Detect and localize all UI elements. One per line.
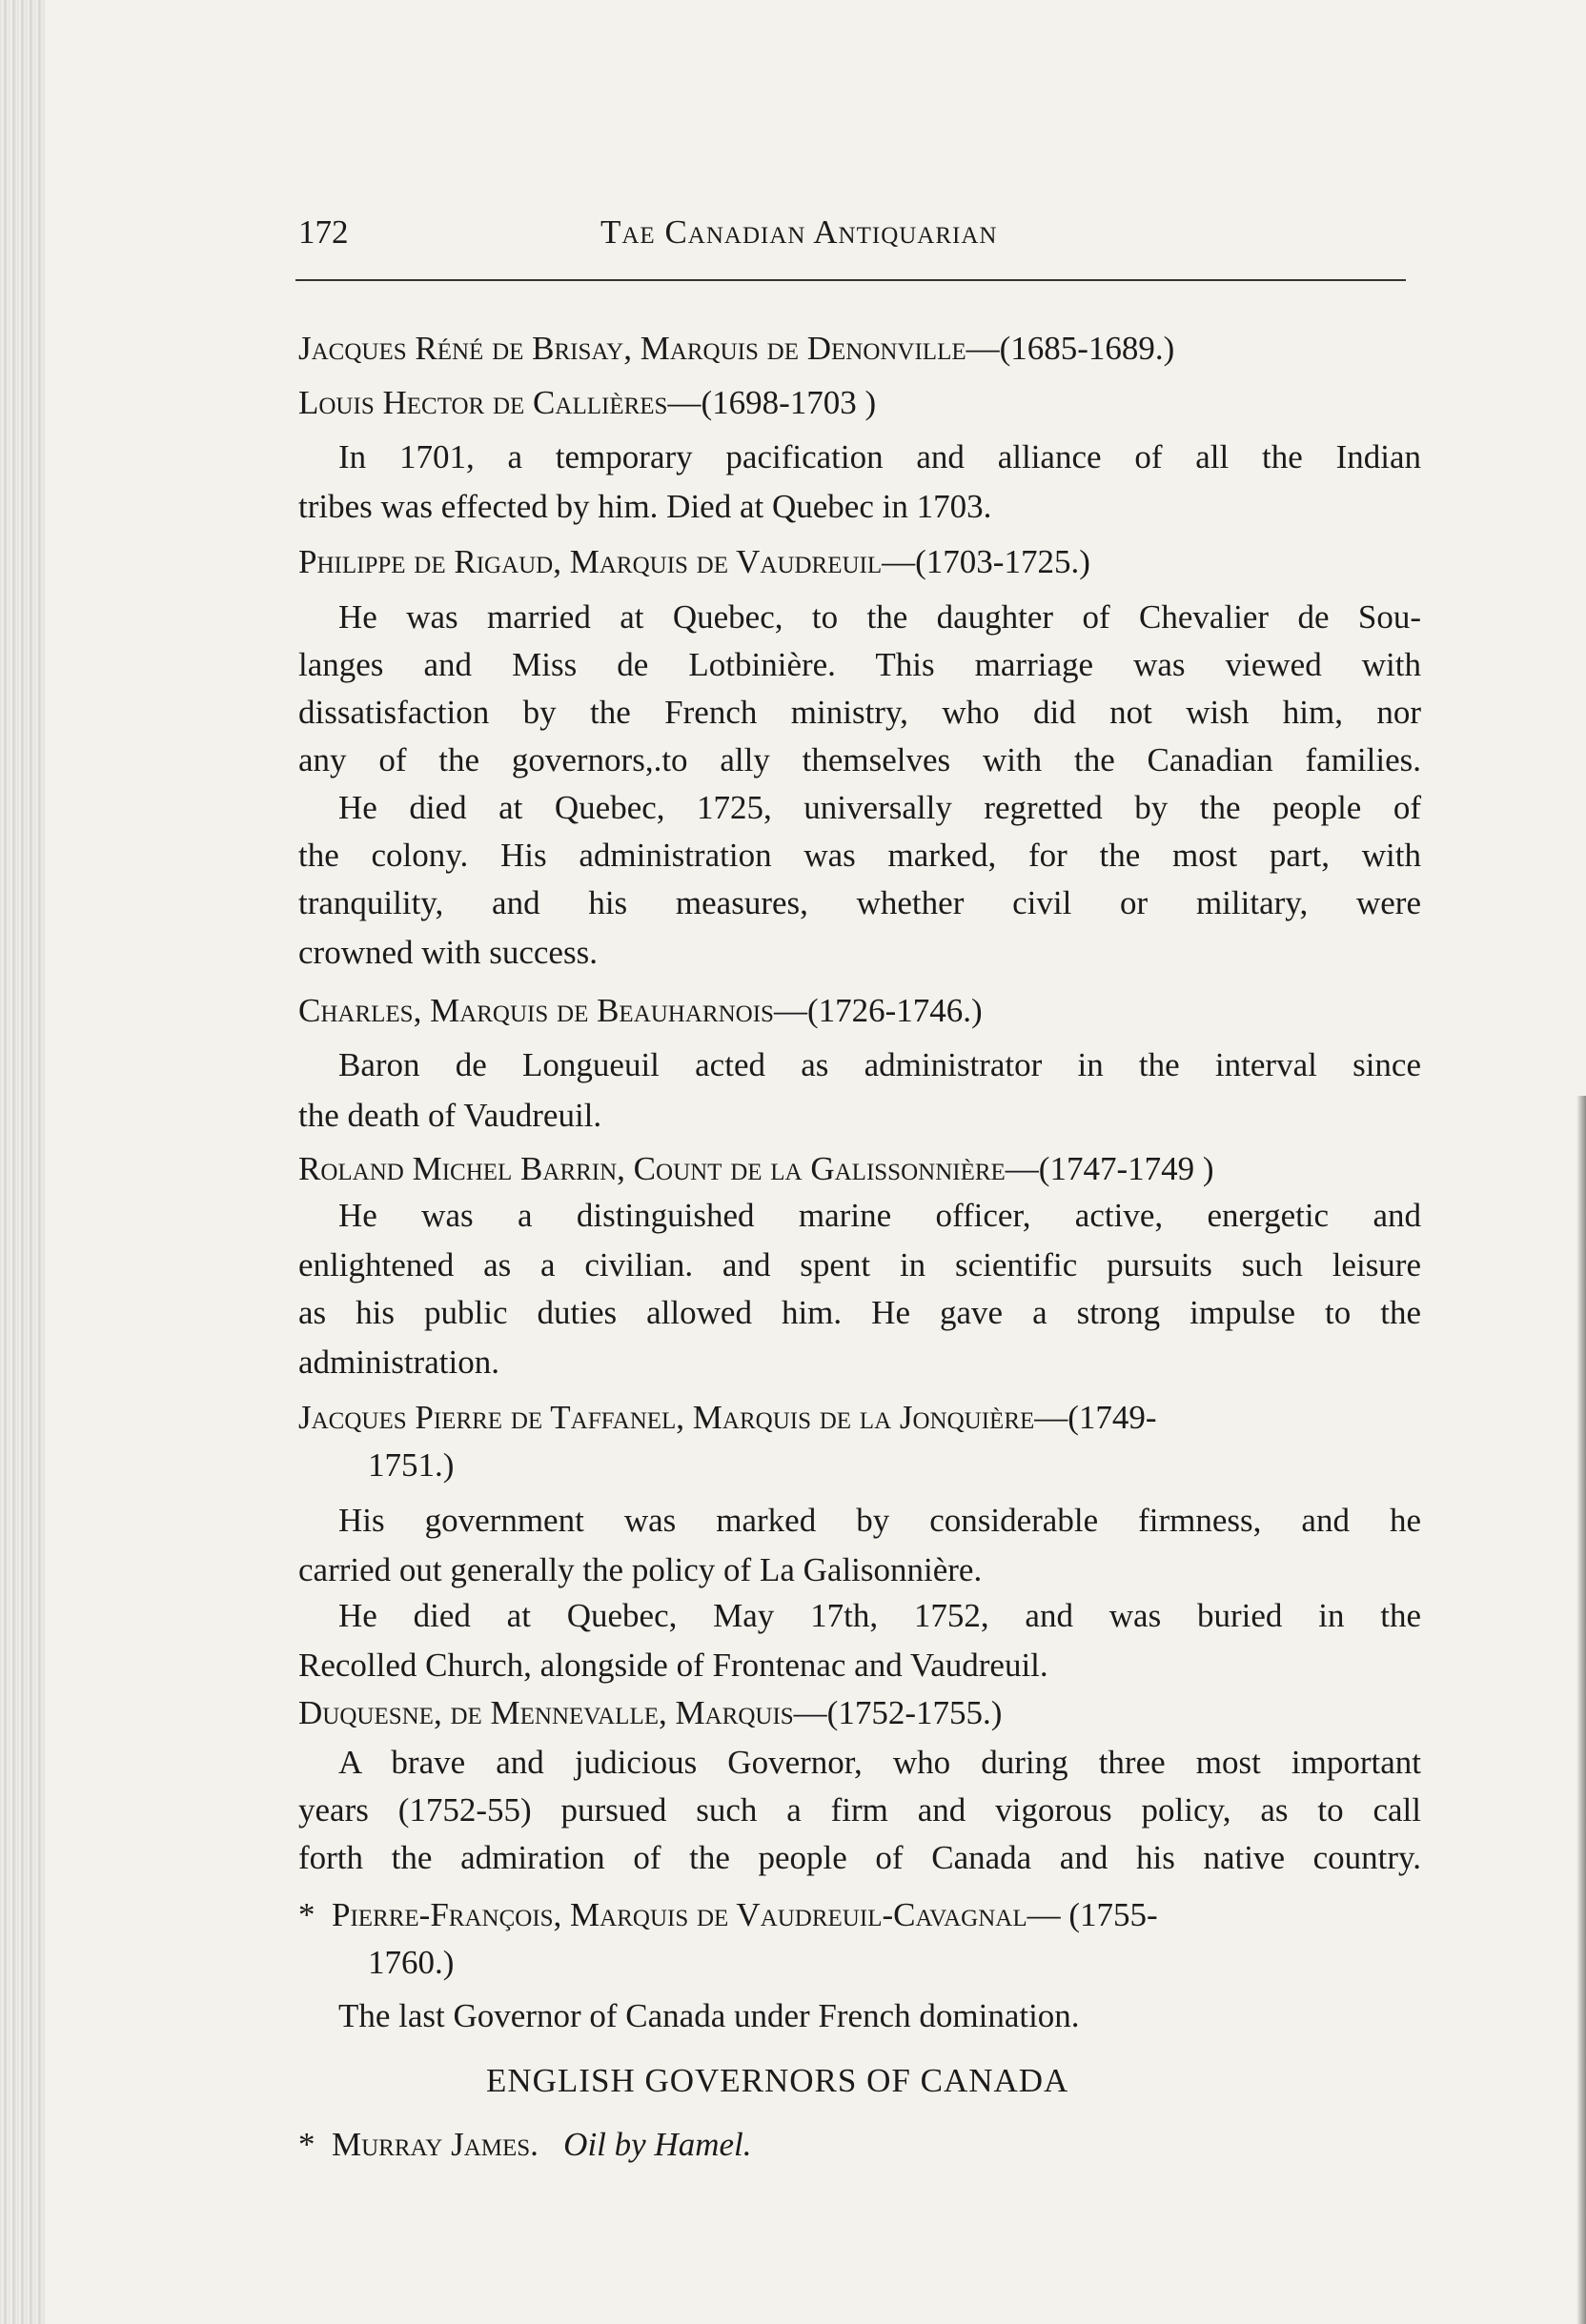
paragraph-line: any of the governors,.to ally themselves with the Canadian families. bbox=[298, 741, 1421, 778]
english-entry bbox=[298, 2128, 1421, 2161]
paragraph-line: dissatisfaction by the French ministry, who did not wish him, nor bbox=[298, 694, 1421, 731]
paragraph-line: tranquility, and his measures, whether civil or military, were bbox=[298, 884, 1421, 921]
entry-note: Oil by Hamel. bbox=[563, 2126, 752, 2163]
entry-name: Jacques Pierre de Taffanel, Marquis de la Jonquière bbox=[298, 1399, 1035, 1436]
footnote-marker: * bbox=[298, 1896, 315, 1933]
footnote-marker: * bbox=[298, 2126, 315, 2163]
section-heading: ENGLISH GOVERNORS OF CANADA bbox=[486, 2062, 1069, 2099]
entry-name: Louis Hector de Callières bbox=[298, 384, 668, 421]
paragraph-line: Baron de Longueuil acted as administrator in the interval since bbox=[338, 1046, 1421, 1083]
entry-heading bbox=[298, 1898, 1421, 1931]
paragraph-line: In 1701, a temporary pacification and alliance of all the Indian bbox=[338, 438, 1421, 475]
entry-heading bbox=[298, 545, 1421, 578]
paragraph-line: administration. bbox=[298, 1344, 499, 1381]
entry-name: Jacques Réné de Brisay, Marquis de Denonville bbox=[298, 330, 966, 367]
paragraph-line: forth the admiration of the people of Canada and his native country. bbox=[298, 1839, 1421, 1876]
entry-heading bbox=[298, 1696, 1421, 1729]
paragraph-line: tribes was effected by him. Died at Quebec in 1703. bbox=[298, 488, 992, 525]
entry-dates: —(1752-1755.) bbox=[793, 1694, 1003, 1731]
entry-heading bbox=[298, 332, 1421, 365]
paragraph-line: A brave and judicious Governor, who during three most important bbox=[338, 1744, 1421, 1781]
paragraph-line: carried out generally the policy of La Galisonnière. bbox=[298, 1551, 983, 1588]
entry-dates: —(1698-1703 ) bbox=[667, 384, 877, 421]
entry-name: Philippe de Rigaud, Marquis de Vaudreuil bbox=[298, 543, 883, 580]
paragraph-line: crowned with success. bbox=[298, 934, 598, 971]
entry-heading bbox=[298, 1401, 1421, 1434]
entry-heading bbox=[298, 994, 1421, 1027]
entry-dates-continued: 1760.) bbox=[368, 1944, 455, 1981]
entry-dates: —(1685-1689.) bbox=[966, 330, 1175, 367]
paragraph-line: He was a distinguished marine officer, active, energetic and bbox=[338, 1197, 1421, 1234]
entry-dates: — (1755- bbox=[1027, 1896, 1158, 1933]
entry-name: Murray James. bbox=[332, 2126, 539, 2163]
entry-dates: —(1747-1749 ) bbox=[1005, 1150, 1214, 1187]
entry-dates: —(1726-1746.) bbox=[773, 992, 983, 1029]
paragraph-line: the colony. His administration was marked, for the most part, with bbox=[298, 837, 1421, 874]
paragraph-line: He was married at Quebec, to the daughter of Chevalier de Sou- bbox=[338, 598, 1421, 636]
entry-dates: —(1749- bbox=[1034, 1399, 1157, 1436]
entry-name: Pierre-François, Marquis de Vaudreuil-Cavagnal bbox=[332, 1896, 1027, 1933]
paragraph-line: langes and Miss de Lotbinière. This marriage was viewed with bbox=[298, 646, 1421, 683]
paragraph-line: He died at Quebec, May 17th, 1752, and was buried in the bbox=[338, 1597, 1421, 1634]
entry-heading bbox=[298, 1152, 1421, 1185]
page-number: 172 bbox=[298, 213, 349, 251]
paragraph-line: His government was marked by considerable firmness, and he bbox=[338, 1502, 1421, 1539]
scan-edge-left bbox=[0, 0, 46, 2324]
scan-edge-right bbox=[1576, 1096, 1586, 2324]
paragraph-line: as his public duties allowed him. He gave a strong impulse to the bbox=[298, 1294, 1421, 1331]
entry-heading bbox=[298, 386, 1421, 419]
entry-name: Duquesne, de Mennevalle, Marquis bbox=[298, 1694, 794, 1731]
paragraph-line: years (1752-55) pursued such a firm and vigorous policy, as to call bbox=[298, 1791, 1421, 1829]
entry-name: Charles, Marquis de Beauharnois bbox=[298, 992, 774, 1029]
entry-dates: —(1703-1725.) bbox=[882, 543, 1090, 580]
paragraph-line: the death of Vaudreuil. bbox=[298, 1097, 602, 1134]
running-title: Tae Canadian Antiquarian bbox=[600, 213, 998, 251]
paragraph-line: He died at Quebec, 1725, universally regretted by the people of bbox=[338, 789, 1421, 826]
header-rule bbox=[295, 279, 1406, 281]
entry-dates-continued: 1751.) bbox=[368, 1446, 455, 1484]
entry-name: Roland Michel Barrin, Count de la Galissonnière bbox=[298, 1150, 1006, 1187]
paragraph-line: enlightened as a civilian. and spent in scientific pursuits such leisure bbox=[298, 1246, 1421, 1283]
paragraph-line: The last Governor of Canada under French domination. bbox=[338, 1997, 1080, 2034]
paragraph-line: Recolled Church, alongside of Frontenac and Vaudreuil. bbox=[298, 1647, 1048, 1684]
